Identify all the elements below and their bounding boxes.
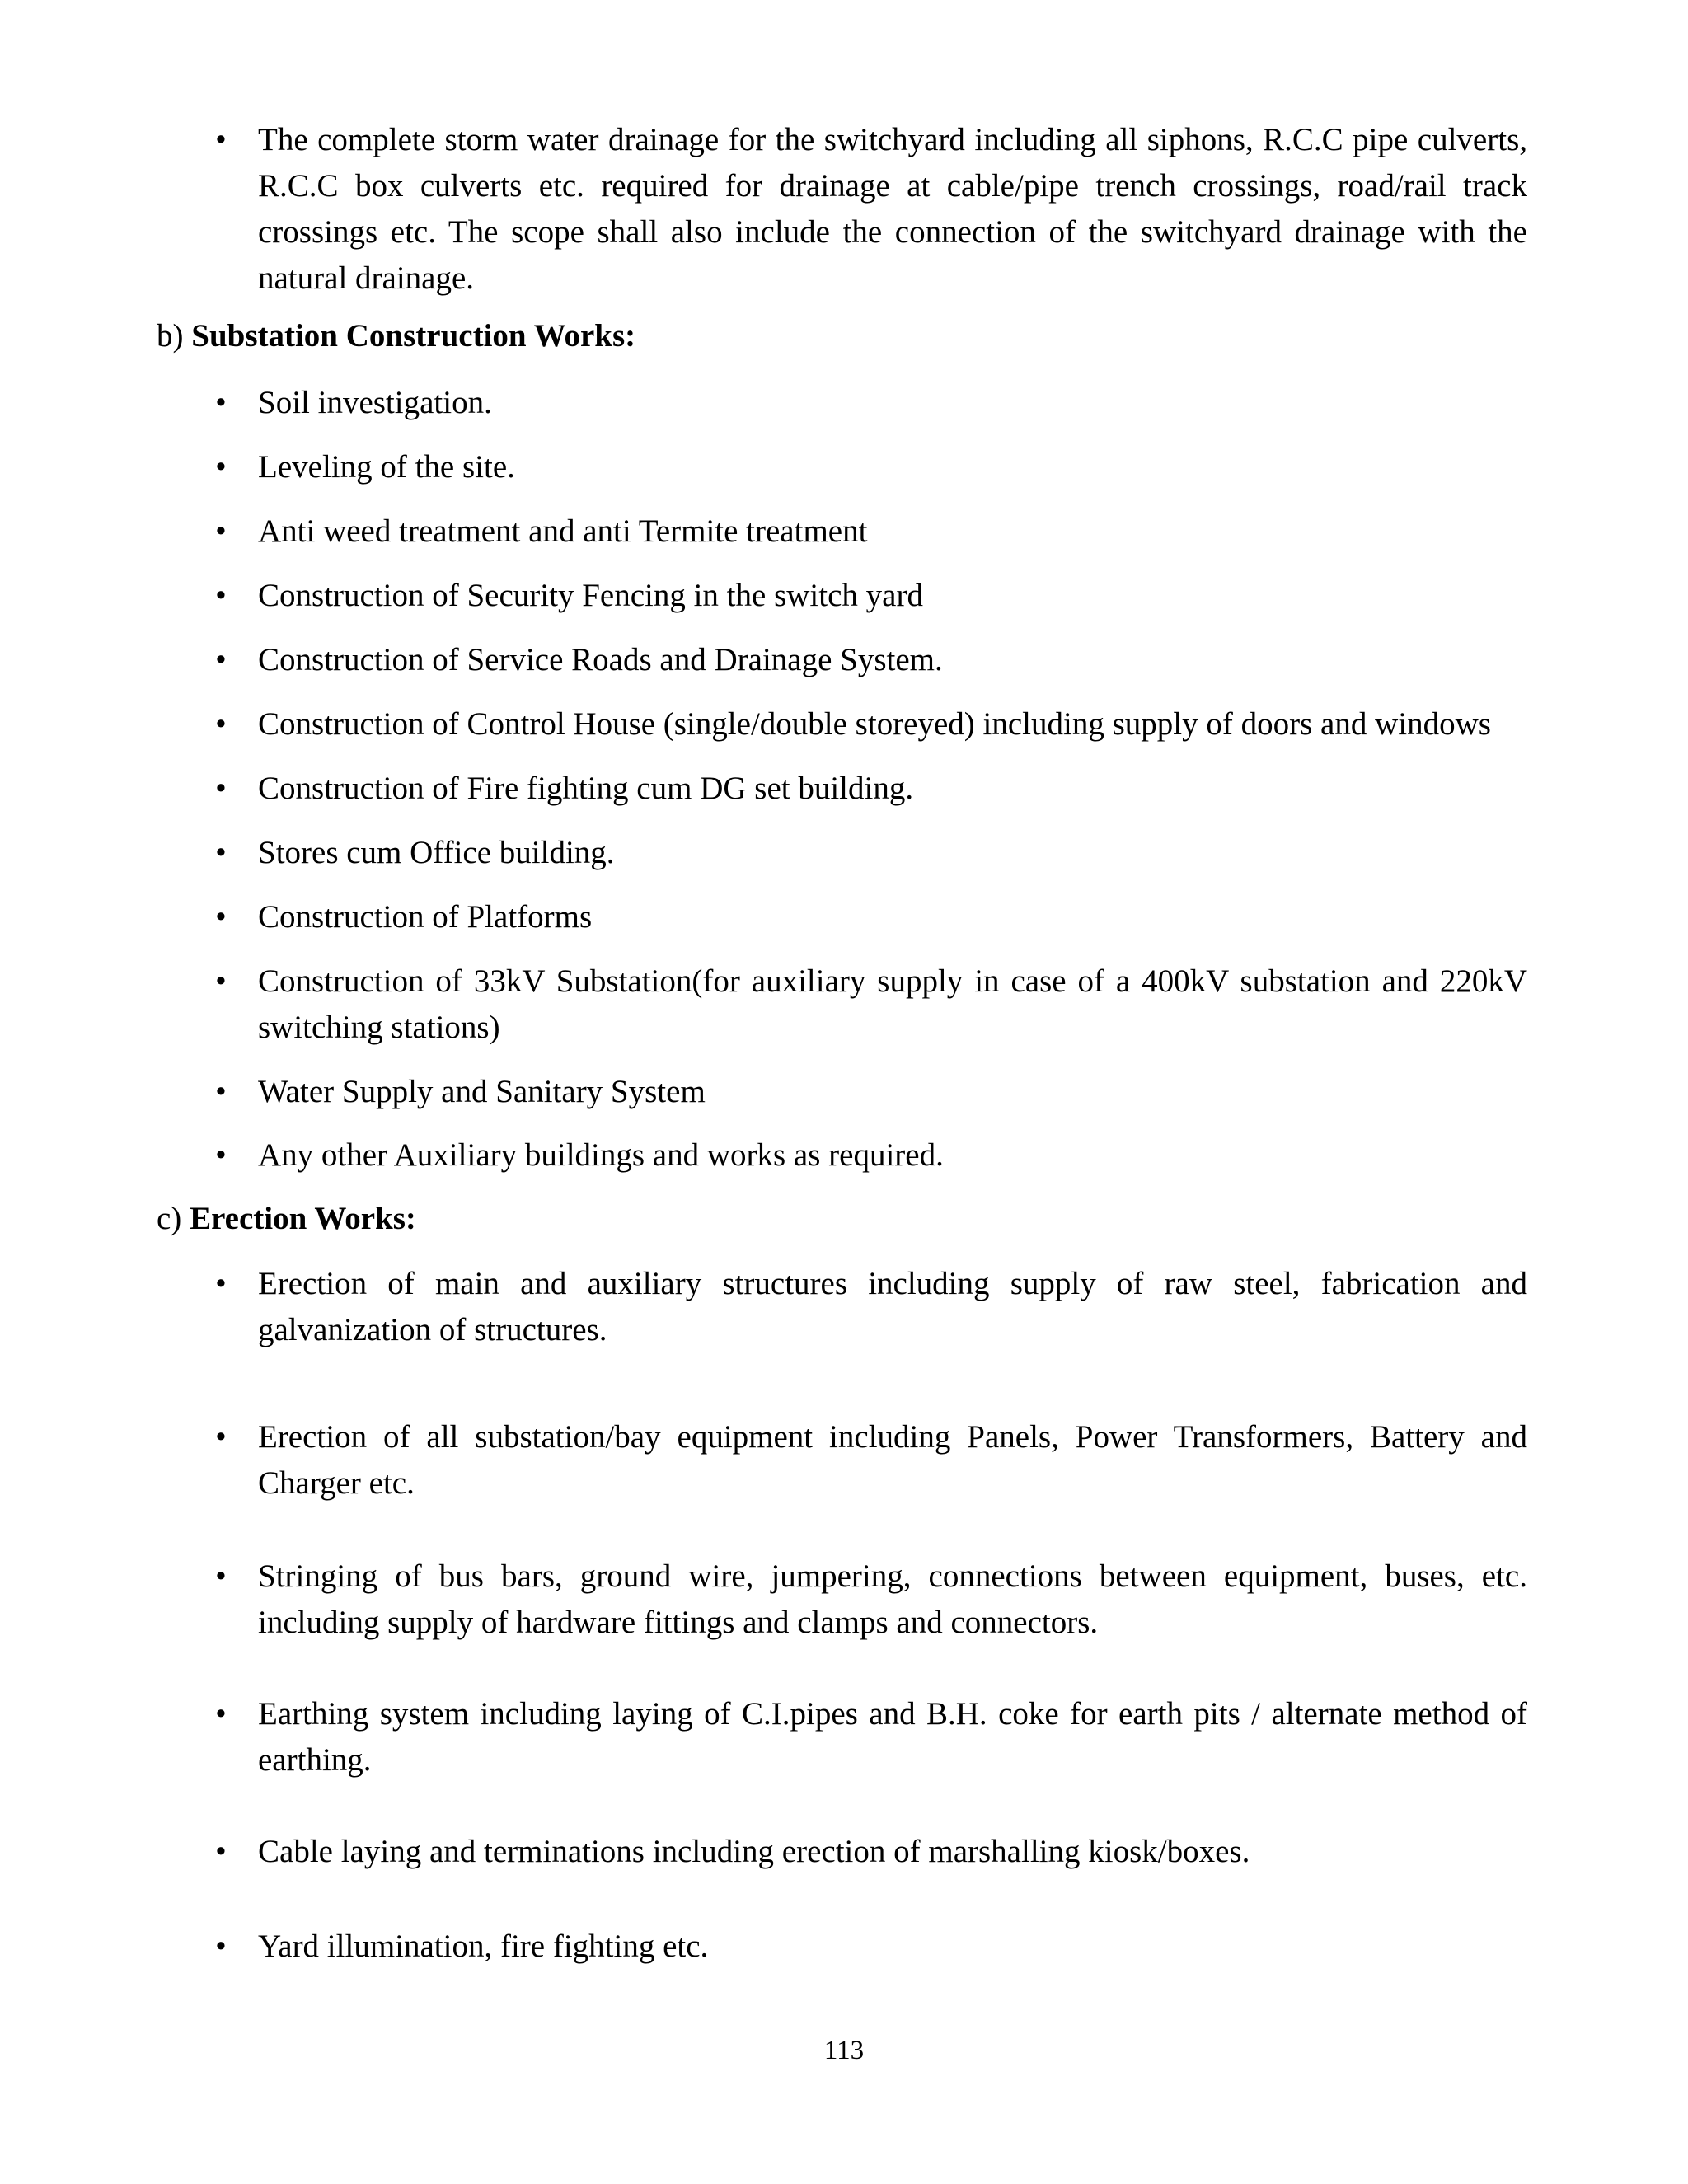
bullet-icon: • bbox=[215, 963, 227, 999]
bullet-icon: • bbox=[215, 835, 227, 870]
bullet-icon: • bbox=[215, 1074, 227, 1109]
list-item-text: Anti weed treatment and anti Termite treatment bbox=[258, 513, 868, 549]
bullet-icon: • bbox=[215, 449, 227, 485]
list-item bbox=[204, 117, 1527, 302]
list-item bbox=[204, 958, 1527, 1051]
bullet-icon: • bbox=[215, 1419, 227, 1455]
list-item-text: Stringing of bus bars, ground wire, jumpering, connections between equipment, buses, etc. including supply of hardware fittings and clamps and connectors. bbox=[258, 1558, 1527, 1640]
bullet-icon: • bbox=[215, 1266, 227, 1301]
list-item-text: Earthing system including laying of C.I.pipes and B.H. coke for earth pits / alternate method of earthing. bbox=[258, 1696, 1527, 1778]
list-item-text: Construction of Security Fencing in the switch yard bbox=[258, 578, 923, 613]
list-item bbox=[204, 1554, 1527, 1646]
bullet-icon: • bbox=[215, 1558, 227, 1594]
bullet-icon: • bbox=[215, 899, 227, 935]
section-heading-b bbox=[157, 313, 635, 359]
page-number: 113 bbox=[823, 2036, 865, 2065]
bullet-icon: • bbox=[215, 385, 227, 420]
section-title: Erection Works: bbox=[190, 1201, 416, 1236]
list-item-text: Water Supply and Sanitary System bbox=[258, 1074, 706, 1109]
list-item-text: Construction of 33kV Substation(for auxiliary supply in case of a 400kV substation and 220kV switching stations) bbox=[258, 963, 1527, 1045]
bullet-icon: • bbox=[215, 771, 227, 806]
list-item-text: Construction of Control House (single/double storeyed) including supply of doors and windows bbox=[258, 706, 1491, 742]
list-item-text: Construction of Fire fighting cum DG set building. bbox=[258, 771, 914, 806]
bullet-icon: • bbox=[215, 1137, 227, 1173]
list-item-text: The complete storm water drainage for the switchyard including all siphons, R.C.C pipe culverts, R.C.C box culverts etc. required for drainage at cable/pipe trench crossings, road/rail track crossings etc. The scope shall also include the connection of the switchyard drainage with the natural drainage. bbox=[258, 122, 1527, 296]
bullet-icon: • bbox=[215, 1696, 227, 1732]
bullet-icon: • bbox=[215, 513, 227, 549]
list-item-text: Erection of main and auxiliary structures including supply of raw steel, fabrication and galvanization of structures. bbox=[258, 1266, 1527, 1347]
list-item-text: Construction of Service Roads and Drainage System. bbox=[258, 642, 943, 677]
list-item-text: Yard illumination, fire fighting etc. bbox=[258, 1929, 709, 1964]
bullet-icon: • bbox=[215, 578, 227, 613]
bullet-icon: • bbox=[215, 706, 227, 742]
bullet-icon: • bbox=[215, 642, 227, 677]
bullet-icon: • bbox=[215, 1834, 227, 1869]
bullet-icon: • bbox=[215, 1929, 227, 1964]
list-item bbox=[204, 1261, 1527, 1353]
list-item-text: Erection of all substation/bay equipment including Panels, Power Transformers, Battery and Charger etc. bbox=[258, 1419, 1527, 1501]
list-item-text: Cable laying and terminations including erection of marshalling kiosk/boxes. bbox=[258, 1834, 1250, 1869]
list-item-text: Soil investigation. bbox=[258, 385, 492, 420]
list-item-text: Construction of Platforms bbox=[258, 899, 593, 935]
list-item bbox=[204, 1414, 1527, 1507]
list-item-text: Leveling of the site. bbox=[258, 449, 515, 485]
list-item bbox=[204, 1691, 1527, 1783]
list-item-text: Stores cum Office building. bbox=[258, 835, 615, 870]
list-item-text: Any other Auxiliary buildings and works as required. bbox=[258, 1137, 944, 1173]
section-title: Substation Construction Works: bbox=[191, 318, 636, 354]
bullet-icon: • bbox=[215, 122, 227, 157]
section-letter: c) bbox=[157, 1201, 182, 1236]
section-heading-c bbox=[157, 1196, 416, 1242]
section-letter: b) bbox=[157, 318, 184, 354]
